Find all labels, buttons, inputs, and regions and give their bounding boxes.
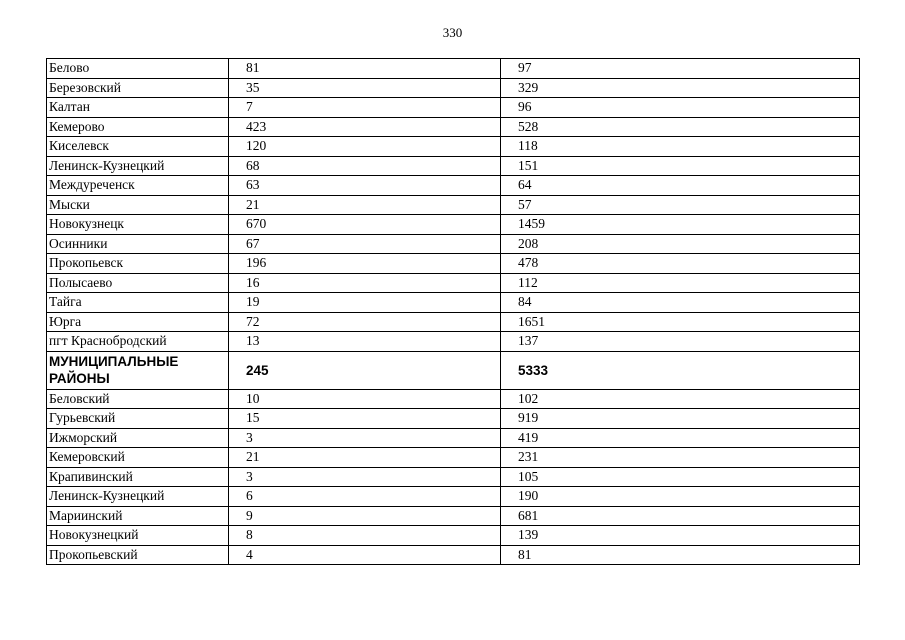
value2-cell: 208 bbox=[501, 234, 860, 254]
value1-cell: 63 bbox=[229, 176, 501, 196]
table-row bbox=[47, 176, 860, 196]
value2-cell: 102 bbox=[501, 389, 860, 409]
value1-cell: 72 bbox=[229, 312, 501, 332]
table-row bbox=[47, 293, 860, 313]
table-row bbox=[47, 545, 860, 565]
table-row bbox=[47, 137, 860, 157]
name-cell: Тайга bbox=[47, 293, 229, 313]
value2-cell: 190 bbox=[501, 487, 860, 507]
name-cell: Прокопьевск bbox=[47, 254, 229, 274]
section-row bbox=[47, 351, 860, 389]
table-row bbox=[47, 234, 860, 254]
name-cell: пгт Краснобродский bbox=[47, 332, 229, 352]
table-row bbox=[47, 389, 860, 409]
value1-cell: 81 bbox=[229, 59, 501, 79]
name-cell: Белово bbox=[47, 59, 229, 79]
table-body-top bbox=[47, 59, 860, 352]
value2-cell: 329 bbox=[501, 78, 860, 98]
value2-cell: 105 bbox=[501, 467, 860, 487]
table-row bbox=[47, 78, 860, 98]
value2-cell: 96 bbox=[501, 98, 860, 118]
table-row bbox=[47, 254, 860, 274]
table-row bbox=[47, 195, 860, 215]
table-row bbox=[47, 526, 860, 546]
table-row bbox=[47, 428, 860, 448]
name-cell: Новокузнецкий bbox=[47, 526, 229, 546]
value1-cell: 19 bbox=[229, 293, 501, 313]
value1-cell: 3 bbox=[229, 428, 501, 448]
value2-cell: 419 bbox=[501, 428, 860, 448]
value1-cell: 4 bbox=[229, 545, 501, 565]
value2-cell: 1651 bbox=[501, 312, 860, 332]
name-cell: Крапивинский bbox=[47, 467, 229, 487]
table-row bbox=[47, 98, 860, 118]
value1-cell: 15 bbox=[229, 409, 501, 429]
table-row bbox=[47, 409, 860, 429]
table-row bbox=[47, 215, 860, 235]
value2-cell: 137 bbox=[501, 332, 860, 352]
value2-cell: 478 bbox=[501, 254, 860, 274]
value1-cell: 21 bbox=[229, 448, 501, 468]
value2-cell: 151 bbox=[501, 156, 860, 176]
page-number: 330 bbox=[442, 25, 463, 40]
value2-cell: 112 bbox=[501, 273, 860, 293]
name-cell: Беловский bbox=[47, 389, 229, 409]
value1-cell: 10 bbox=[229, 389, 501, 409]
name-cell: Кемерово bbox=[47, 117, 229, 137]
name-cell: Березовский bbox=[47, 78, 229, 98]
value1-cell: 423 bbox=[229, 117, 501, 137]
value1-cell: 8 bbox=[229, 526, 501, 546]
value2-cell: 681 bbox=[501, 506, 860, 526]
value1-cell: 9 bbox=[229, 506, 501, 526]
table-row bbox=[47, 448, 860, 468]
value2-cell: 118 bbox=[501, 137, 860, 157]
value2-cell: 81 bbox=[501, 545, 860, 565]
value2-cell: 57 bbox=[501, 195, 860, 215]
value2-cell: 84 bbox=[501, 293, 860, 313]
section-name-cell: МУНИЦИПАЛЬНЫЕ РАЙОНЫ bbox=[47, 351, 229, 389]
section-value2-cell: 5333 bbox=[501, 351, 860, 389]
value2-cell: 64 bbox=[501, 176, 860, 196]
table-body-bottom bbox=[47, 389, 860, 565]
value1-cell: 16 bbox=[229, 273, 501, 293]
name-cell: Междуреченск bbox=[47, 176, 229, 196]
name-cell: Гурьевский bbox=[47, 409, 229, 429]
value1-cell: 35 bbox=[229, 78, 501, 98]
name-cell: Мариинский bbox=[47, 506, 229, 526]
data-table bbox=[46, 58, 860, 565]
value1-cell: 120 bbox=[229, 137, 501, 157]
table-row bbox=[47, 59, 860, 79]
value1-cell: 3 bbox=[229, 467, 501, 487]
value2-cell: 919 bbox=[501, 409, 860, 429]
table-row bbox=[47, 487, 860, 507]
section-value1-cell: 245 bbox=[229, 351, 501, 389]
name-cell: Прокопьевский bbox=[47, 545, 229, 565]
table-body-section bbox=[47, 351, 860, 389]
name-cell: Осинники bbox=[47, 234, 229, 254]
value2-cell: 528 bbox=[501, 117, 860, 137]
name-cell: Новокузнецк bbox=[47, 215, 229, 235]
name-cell: Калтан bbox=[47, 98, 229, 118]
value2-cell: 139 bbox=[501, 526, 860, 546]
value1-cell: 67 bbox=[229, 234, 501, 254]
name-cell: Полысаево bbox=[47, 273, 229, 293]
value2-cell: 97 bbox=[501, 59, 860, 79]
value1-cell: 7 bbox=[229, 98, 501, 118]
value1-cell: 68 bbox=[229, 156, 501, 176]
value1-cell: 196 bbox=[229, 254, 501, 274]
value1-cell: 6 bbox=[229, 487, 501, 507]
table-row bbox=[47, 273, 860, 293]
name-cell: Ижморский bbox=[47, 428, 229, 448]
name-cell: Кемеровский bbox=[47, 448, 229, 468]
value2-cell: 1459 bbox=[501, 215, 860, 235]
table-row bbox=[47, 156, 860, 176]
table-row bbox=[47, 312, 860, 332]
table-row bbox=[47, 117, 860, 137]
name-cell: Мыски bbox=[47, 195, 229, 215]
table-row bbox=[47, 467, 860, 487]
name-cell: Юрга bbox=[47, 312, 229, 332]
value1-cell: 13 bbox=[229, 332, 501, 352]
name-cell: Ленинск-Кузнецкий bbox=[47, 487, 229, 507]
value1-cell: 21 bbox=[229, 195, 501, 215]
name-cell: Ленинск-Кузнецкий bbox=[47, 156, 229, 176]
table-row bbox=[47, 332, 860, 352]
value1-cell: 670 bbox=[229, 215, 501, 235]
value2-cell: 231 bbox=[501, 448, 860, 468]
table-row bbox=[47, 506, 860, 526]
name-cell: Киселевск bbox=[47, 137, 229, 157]
